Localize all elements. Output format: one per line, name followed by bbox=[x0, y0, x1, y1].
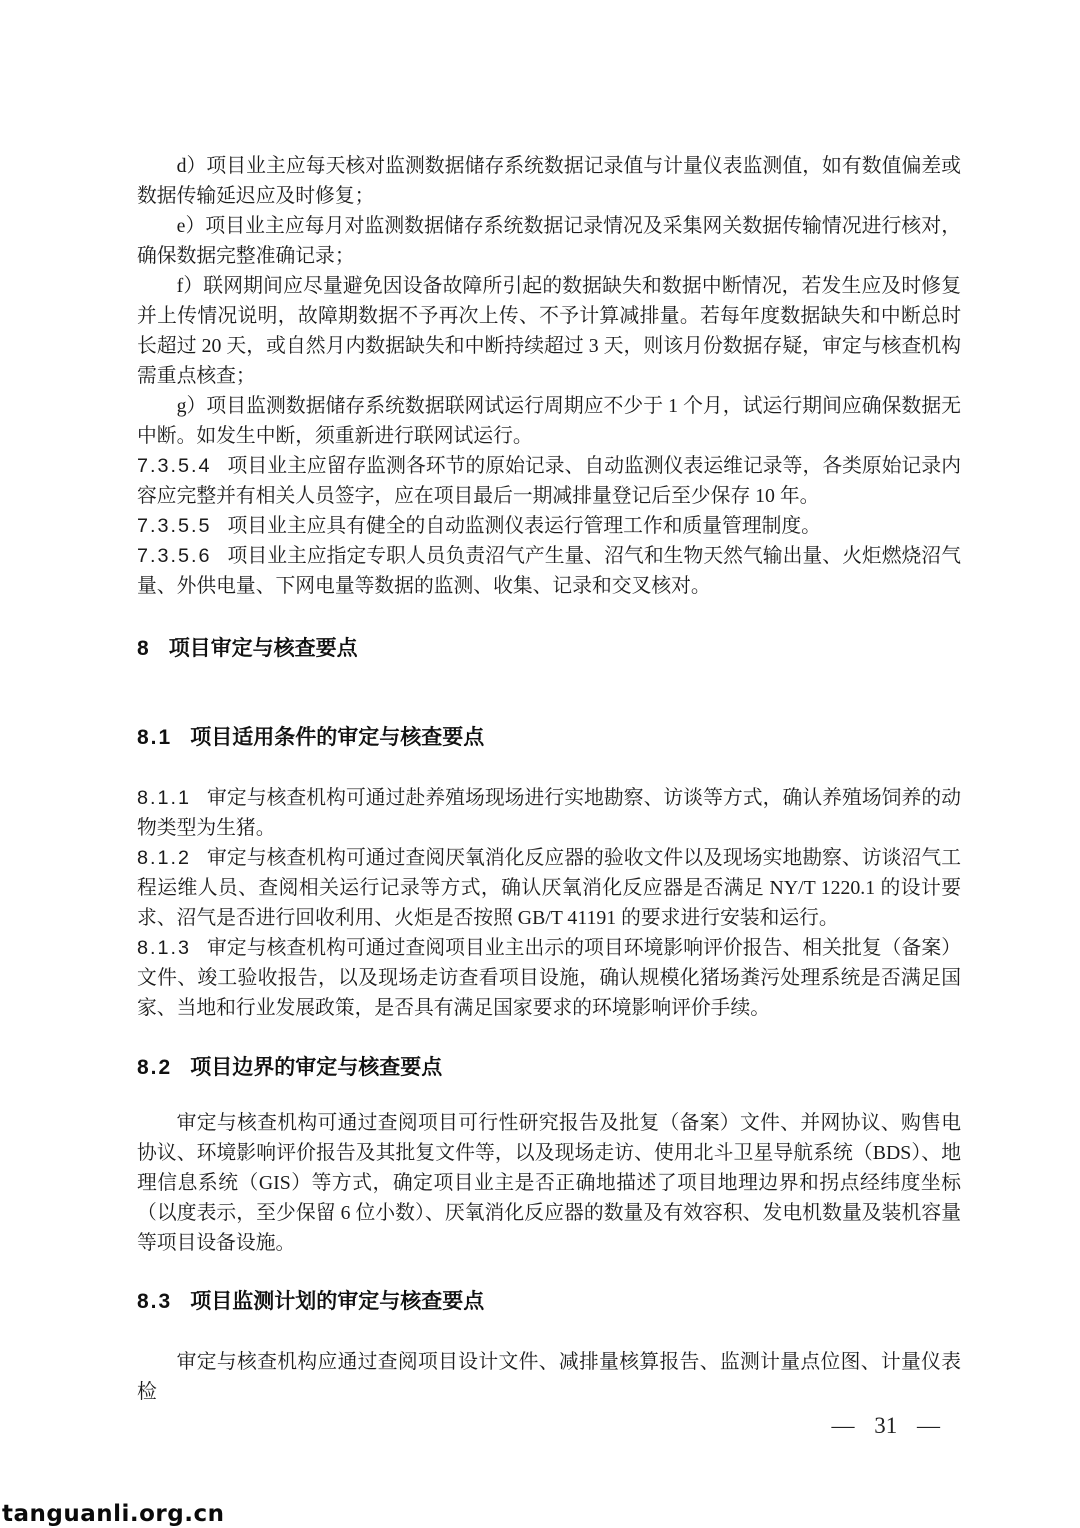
clause-number: 8.1.1 bbox=[137, 787, 191, 809]
list-item-f: f）联网期间应尽量避免因设备故障所引起的数据缺失和数据中断情况，若发生应及时修复并上传情况说明，故障期数据不予再次上传、不予计算减排量。若每年度数据缺失和中断总时长超过 20 天，或自然月内数据缺失和中断持续超过 3 天，则该月份数据存疑，审定与核查机构需重点核查； bbox=[137, 275, 961, 387]
clause-text: 审定与核查机构可通过赴养殖场现场进行实地勘察、访谈等方式，确认养殖场饲养的动物类型为生猪。 bbox=[137, 787, 961, 839]
section-title: 项目监测计划的审定与核查要点 bbox=[190, 1290, 485, 1313]
section-number: 8.1 bbox=[137, 726, 173, 749]
section-8-2-heading bbox=[137, 1053, 961, 1083]
clause-text: 项目业主应指定专职人员负责沼气产生量、沼气和生物天然气输出量、火炬燃烧沼气量、外供电量、下网电量等数据的监测、收集、记录和交叉核对。 bbox=[137, 545, 961, 597]
clause-number: 8.1.3 bbox=[137, 937, 191, 959]
clause-7-3-5-4 bbox=[137, 451, 961, 511]
section-number: 8.3 bbox=[137, 1290, 173, 1313]
clause-8-1-2 bbox=[137, 843, 961, 933]
section-number: 8.2 bbox=[137, 1056, 173, 1079]
clause-7-3-5-6 bbox=[137, 541, 961, 601]
clause-number: 7.3.5.5 bbox=[137, 515, 212, 537]
list-item-g: g）项目监测数据储存系统数据联网试运行周期应不少于 1 个月，试运行期间应确保数据无中断。如发生中断，须重新进行联网试运行。 bbox=[137, 395, 961, 447]
section-title: 项目审定与核查要点 bbox=[168, 637, 358, 660]
clause-8-1-1 bbox=[137, 783, 961, 843]
clause-number: 7.3.5.4 bbox=[137, 455, 212, 477]
list-item-d: d）项目业主应每天核对监测数据储存系统数据记录值与计量仪表监测值，如有数值偏差或数据传输延迟应及时修复； bbox=[137, 155, 961, 207]
clause-7-3-5-5 bbox=[137, 511, 961, 541]
section-number: 8 bbox=[137, 637, 151, 660]
clause-text: 审定与核查机构可通过查阅项目业主出示的项目环境影响评价报告、相关批复（备案）文件、竣工验收报告，以及现场走访查看项目设施，确认规模化猪场粪污处理系统是否满足国家、当地和行业发展政策，是否具有满足国家要求的环境影响评价手续。 bbox=[137, 937, 961, 1019]
section-8-1-heading bbox=[137, 723, 961, 753]
clause-text: 项目业主应留存监测各环节的原始记录、自动监测仪表运维记录等，各类原始记录内容应完整并有相关人员签字，应在项目最后一期减排量登记后至少保存 10 年。 bbox=[137, 455, 961, 507]
clause-text: 审定与核查机构可通过查阅厌氧消化反应器的验收文件以及现场实地勘察、访谈沼气工程运维人员、查阅相关运行记录等方式，确认厌氧消化反应器是否满足 NY/T 1220.1 的设计要求、沼气是否进行回收利用、火炬是否按照 GB/T 41191 的要求进行安装和运行。 bbox=[137, 847, 961, 929]
section-8-3-paragraph: 审定与核查机构应通过查阅项目设计文件、减排量核算报告、监测计量点位图、计量仪表检 bbox=[137, 1351, 961, 1403]
clause-text: 项目业主应具有健全的自动监测仪表运行管理工作和质量管理制度。 bbox=[227, 515, 821, 537]
section-title: 项目边界的审定与核查要点 bbox=[190, 1056, 443, 1079]
clause-number: 7.3.5.6 bbox=[137, 545, 212, 567]
list-item-e: e）项目业主应每月对监测数据储存系统数据记录情况及采集网关数据传输情况进行核对，确保数据完整准确记录； bbox=[137, 215, 961, 267]
section-title: 项目适用条件的审定与核查要点 bbox=[190, 726, 485, 749]
watermark-url: tanguanli.org.cn bbox=[2, 1501, 225, 1527]
document-body bbox=[137, 0, 961, 1407]
section-8-heading bbox=[137, 634, 961, 664]
section-8-3-heading bbox=[137, 1287, 961, 1317]
page-number: — 31 — bbox=[831, 1413, 940, 1438]
section-8-2-paragraph: 审定与核查机构可通过查阅项目可行性研究报告及批复（备案）文件、并网协议、购售电协议、环境影响评价报告及其批复文件等，以及现场走访、使用北斗卫星导航系统（BDS）、地理信息系统（GIS）等方式，确定项目业主是否正确地描述了项目地理边界和拐点经纬度坐标（以度表示，至少保留 6 位小数）、厌氧消化反应器的数量及有效容积、发电机数量及装机容量等项目设备设施。 bbox=[137, 1112, 961, 1254]
clause-number: 8.1.2 bbox=[137, 847, 191, 869]
clause-8-1-3 bbox=[137, 933, 961, 1023]
